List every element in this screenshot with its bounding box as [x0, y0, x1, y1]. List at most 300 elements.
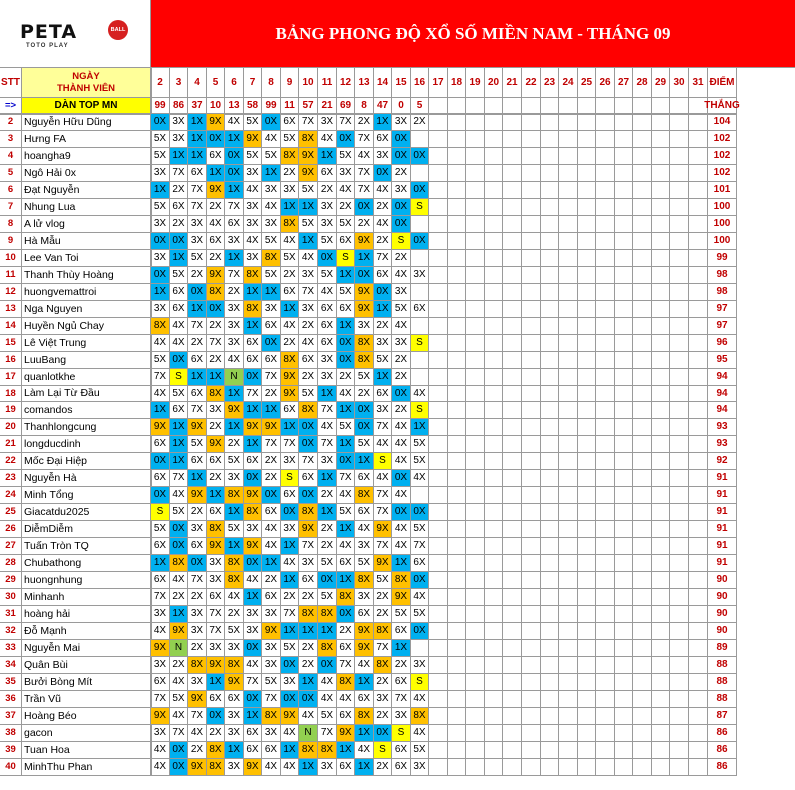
- day-header: 22: [522, 68, 541, 98]
- day-result-cell: 0X: [337, 335, 355, 352]
- day-result-cell: [615, 589, 633, 606]
- day-result-cell: [633, 725, 652, 742]
- day-result-cell: 1X: [262, 165, 281, 182]
- day-result-cell: [485, 657, 503, 674]
- day-result-cell: 9X: [151, 640, 170, 657]
- day-result-cell: [503, 504, 522, 521]
- day-result-cell: 3X: [225, 640, 244, 657]
- day-result-cell: [485, 436, 503, 453]
- day-result-cell: [559, 131, 578, 148]
- member-name: Tuấn Tròn TQ: [22, 538, 151, 555]
- day-result-cell: [615, 386, 633, 402]
- day-header: 24: [559, 68, 578, 98]
- day-result-cell: [466, 742, 485, 759]
- day-result-cell: 3X: [262, 640, 281, 657]
- day-result-cell: 7X: [244, 674, 262, 691]
- day-result-cell: [522, 674, 541, 691]
- top-value: 13: [225, 98, 244, 114]
- day-result-cell: [578, 453, 596, 470]
- day-result-cell: 1X: [207, 165, 225, 182]
- member-name: Ngô Hải 0x: [22, 165, 151, 182]
- day-result-cell: 7X: [411, 538, 429, 555]
- day-result-cell: 5X: [411, 453, 429, 470]
- day-result-cell: [522, 386, 541, 402]
- day-result-cell: [615, 674, 633, 691]
- day-result-cell: 3X: [225, 470, 244, 487]
- day-result-cell: [596, 657, 615, 674]
- day-result-cell: 3X: [411, 759, 429, 776]
- day-result-cell: [503, 250, 522, 267]
- day-result-cell: 0X: [299, 419, 318, 436]
- day-header: 28: [633, 68, 652, 98]
- day-result-cell: 7X: [299, 453, 318, 470]
- day-result-cell: 0X: [392, 386, 411, 402]
- day-result-cell: [503, 114, 522, 131]
- top-value: 10: [207, 98, 225, 114]
- day-result-cell: 3X: [151, 657, 170, 674]
- day-result-cell: 7X: [318, 436, 337, 453]
- day-result-cell: 2X: [299, 589, 318, 606]
- day-result-cell: 4X: [318, 131, 337, 148]
- day-result-cell: [485, 402, 503, 419]
- day-result-cell: 6X: [262, 318, 281, 335]
- member-name: MinhThu Phan: [22, 759, 151, 776]
- day-result-cell: [596, 284, 615, 301]
- day-result-cell: 5X: [411, 436, 429, 453]
- day-result-cell: [670, 708, 689, 725]
- row-stt: 16: [0, 352, 22, 369]
- day-result-cell: 2X: [392, 250, 411, 267]
- day-result-cell: 0X: [262, 487, 281, 504]
- day-result-cell: [596, 674, 615, 691]
- day-result-cell: 1X: [188, 114, 207, 131]
- day-header: 16: [411, 68, 429, 98]
- top-value: [522, 98, 541, 114]
- day-result-cell: [541, 199, 559, 216]
- member-name: Nguyễn Hà: [22, 470, 151, 487]
- day-result-cell: [466, 572, 485, 589]
- day-result-cell: [522, 352, 541, 369]
- member-name: Minhanh: [22, 589, 151, 606]
- day-result-cell: 1X: [170, 148, 188, 165]
- day-result-cell: 9X: [225, 674, 244, 691]
- day-result-cell: 6X: [188, 352, 207, 369]
- day-result-cell: [559, 725, 578, 742]
- day-result-cell: 6X: [355, 504, 374, 521]
- day-result-cell: [615, 182, 633, 199]
- day-result-cell: [503, 199, 522, 216]
- day-result-cell: [615, 572, 633, 589]
- day-result-cell: [596, 335, 615, 352]
- day-result-cell: [541, 284, 559, 301]
- day-result-cell: 1X: [262, 555, 281, 572]
- day-result-cell: 5X: [392, 606, 411, 623]
- day-result-cell: [503, 419, 522, 436]
- day-header: 20: [485, 68, 503, 98]
- day-result-cell: [596, 487, 615, 504]
- day-result-cell: 7X: [355, 182, 374, 199]
- day-result-cell: 2X: [374, 199, 392, 216]
- day-result-cell: [411, 352, 429, 369]
- day-result-cell: [652, 640, 670, 657]
- day-result-cell: [652, 725, 670, 742]
- day-result-cell: [485, 606, 503, 623]
- day-result-cell: [503, 352, 522, 369]
- row-stt: 12: [0, 284, 22, 301]
- day-result-cell: [596, 470, 615, 487]
- day-result-cell: 0X: [318, 657, 337, 674]
- day-result-cell: [633, 318, 652, 335]
- day-result-cell: [578, 335, 596, 352]
- day-result-cell: 8X: [337, 674, 355, 691]
- member-score: 94: [708, 369, 737, 386]
- day-result-cell: [596, 538, 615, 555]
- day-result-cell: 0X: [207, 708, 225, 725]
- row-stt: 34: [0, 657, 22, 674]
- day-result-cell: 4X: [225, 352, 244, 369]
- day-result-cell: [578, 386, 596, 402]
- day-result-cell: 3X: [374, 402, 392, 419]
- top-value: 8: [355, 98, 374, 114]
- day-result-cell: 0X: [207, 131, 225, 148]
- day-result-cell: [448, 199, 466, 216]
- day-result-cell: [485, 759, 503, 776]
- day-result-cell: [466, 182, 485, 199]
- day-result-cell: [689, 352, 708, 369]
- day-result-cell: 1X: [225, 182, 244, 199]
- day-result-cell: [652, 148, 670, 165]
- day-result-cell: 8X: [318, 606, 337, 623]
- day-result-cell: 4X: [188, 725, 207, 742]
- day-result-cell: 4X: [151, 386, 170, 402]
- day-result-cell: 7X: [244, 386, 262, 402]
- day-result-cell: [670, 504, 689, 521]
- member-score: 102: [708, 165, 737, 182]
- day-result-cell: 8X: [244, 301, 262, 318]
- member-name: Hưng FA: [22, 131, 151, 148]
- day-result-cell: 3X: [281, 453, 299, 470]
- day-result-cell: 6X: [188, 538, 207, 555]
- day-result-cell: 3X: [392, 114, 411, 131]
- day-result-cell: 4X: [337, 538, 355, 555]
- day-result-cell: [633, 640, 652, 657]
- day-result-cell: [578, 369, 596, 386]
- day-result-cell: 5X: [355, 436, 374, 453]
- day-result-cell: 6X: [170, 284, 188, 301]
- day-result-cell: [466, 640, 485, 657]
- day-result-cell: 2X: [188, 742, 207, 759]
- day-result-cell: 1X: [262, 284, 281, 301]
- day-result-cell: [578, 487, 596, 504]
- day-result-cell: 4X: [355, 657, 374, 674]
- day-result-cell: 9X: [207, 182, 225, 199]
- day-result-cell: [670, 335, 689, 352]
- day-result-cell: [466, 470, 485, 487]
- day-result-cell: 2X: [374, 606, 392, 623]
- day-result-cell: 9X: [188, 691, 207, 708]
- day-result-cell: [522, 589, 541, 606]
- day-result-cell: 0X: [392, 216, 411, 233]
- day-result-cell: [485, 691, 503, 708]
- day-result-cell: 6X: [262, 352, 281, 369]
- day-result-cell: [559, 674, 578, 691]
- day-result-cell: [448, 572, 466, 589]
- day-result-cell: 6X: [318, 165, 337, 182]
- day-result-cell: 6X: [374, 386, 392, 402]
- day-result-cell: 5X: [151, 131, 170, 148]
- day-result-cell: [689, 640, 708, 657]
- day-result-cell: 8X: [151, 318, 170, 335]
- top-value: 86: [170, 98, 188, 114]
- day-result-cell: [541, 725, 559, 742]
- day-result-cell: 9X: [374, 521, 392, 538]
- day-result-cell: [633, 657, 652, 674]
- day-result-cell: 4X: [281, 759, 299, 776]
- day-result-cell: 5X: [151, 148, 170, 165]
- day-result-cell: 0X: [244, 555, 262, 572]
- day-result-cell: 2X: [337, 369, 355, 386]
- day-result-cell: 1X: [207, 487, 225, 504]
- day-result-cell: [466, 216, 485, 233]
- day-result-cell: 4X: [392, 487, 411, 504]
- day-result-cell: [596, 148, 615, 165]
- day-result-cell: 1X: [151, 182, 170, 199]
- day-result-cell: 7X: [355, 165, 374, 182]
- day-result-cell: [689, 165, 708, 182]
- day-result-cell: 5X: [411, 606, 429, 623]
- day-result-cell: [578, 216, 596, 233]
- day-result-cell: [596, 352, 615, 369]
- day-result-cell: [596, 759, 615, 776]
- day-result-cell: [485, 521, 503, 538]
- day-result-cell: 0X: [318, 572, 337, 589]
- day-result-cell: 3X: [170, 114, 188, 131]
- day-result-cell: 6X: [170, 402, 188, 419]
- member-name: huongvemattroi: [22, 284, 151, 301]
- day-result-cell: 6X: [337, 759, 355, 776]
- day-result-cell: [429, 267, 448, 284]
- row-stt: 11: [0, 267, 22, 284]
- day-result-cell: 3X: [188, 674, 207, 691]
- day-result-cell: [670, 691, 689, 708]
- member-name: huongnhung: [22, 572, 151, 589]
- day-result-cell: [429, 250, 448, 267]
- day-result-cell: 5X: [225, 623, 244, 640]
- day-result-cell: [615, 131, 633, 148]
- member-score: 97: [708, 318, 737, 335]
- day-result-cell: [466, 386, 485, 402]
- day-result-cell: [448, 369, 466, 386]
- day-result-cell: 1X: [337, 318, 355, 335]
- day-result-cell: 2X: [281, 335, 299, 352]
- day-result-cell: 9X: [355, 233, 374, 250]
- day-result-cell: [522, 555, 541, 572]
- member-score: 100: [708, 233, 737, 250]
- day-result-cell: 6X: [262, 742, 281, 759]
- day-result-cell: 7X: [299, 284, 318, 301]
- member-score: 90: [708, 606, 737, 623]
- day-result-cell: 3X: [318, 369, 337, 386]
- day-result-cell: [411, 318, 429, 335]
- day-result-cell: 9X: [281, 708, 299, 725]
- day-result-cell: 4X: [244, 182, 262, 199]
- day-result-cell: 5X: [262, 267, 281, 284]
- day-result-cell: 0X: [392, 504, 411, 521]
- day-result-cell: 9X: [355, 623, 374, 640]
- day-result-cell: 7X: [262, 436, 281, 453]
- day-result-cell: [670, 233, 689, 250]
- member-name: Đỗ Mạnh: [22, 623, 151, 640]
- day-result-cell: [652, 419, 670, 436]
- member-score: 93: [708, 419, 737, 436]
- day-result-cell: [466, 114, 485, 131]
- day-result-cell: [615, 267, 633, 284]
- day-result-cell: 4X: [299, 708, 318, 725]
- day-result-cell: [466, 284, 485, 301]
- day-result-cell: [429, 674, 448, 691]
- day-result-cell: [466, 538, 485, 555]
- day-result-cell: [689, 572, 708, 589]
- day-result-cell: 6X: [337, 301, 355, 318]
- day-result-cell: 2X: [355, 114, 374, 131]
- day-result-cell: 4X: [170, 318, 188, 335]
- day-result-cell: [541, 436, 559, 453]
- day-result-cell: [485, 369, 503, 386]
- day-result-cell: 8X: [411, 708, 429, 725]
- day-result-cell: S: [374, 453, 392, 470]
- day-result-cell: 0X: [355, 419, 374, 436]
- day-result-cell: [448, 640, 466, 657]
- day-result-cell: 3X: [411, 657, 429, 674]
- top-value: [652, 98, 670, 114]
- day-result-cell: [670, 402, 689, 419]
- day-result-cell: [466, 131, 485, 148]
- day-result-cell: [522, 369, 541, 386]
- day-result-cell: 5X: [170, 267, 188, 284]
- member-score: 100: [708, 199, 737, 216]
- day-result-cell: 3X: [151, 216, 170, 233]
- day-result-cell: [503, 182, 522, 199]
- day-result-cell: [689, 657, 708, 674]
- day-result-cell: [448, 267, 466, 284]
- day-result-cell: 3X: [318, 453, 337, 470]
- day-result-cell: 0X: [207, 301, 225, 318]
- day-result-cell: [522, 301, 541, 318]
- day-result-cell: [578, 131, 596, 148]
- day-result-cell: 1X: [299, 233, 318, 250]
- day-result-cell: [541, 674, 559, 691]
- member-name: Hoàng Béo: [22, 708, 151, 725]
- day-result-cell: 6X: [411, 555, 429, 572]
- day-result-cell: 6X: [392, 674, 411, 691]
- day-result-cell: 1X: [355, 725, 374, 742]
- day-result-cell: 6X: [411, 301, 429, 318]
- day-result-cell: [596, 369, 615, 386]
- day-result-cell: 0X: [337, 352, 355, 369]
- top-value: 37: [188, 98, 207, 114]
- day-result-cell: 4X: [281, 233, 299, 250]
- day-result-cell: [596, 555, 615, 572]
- day-result-cell: 3X: [188, 521, 207, 538]
- day-result-cell: 1X: [281, 419, 299, 436]
- day-result-cell: 9X: [188, 419, 207, 436]
- day-result-cell: 5X: [262, 674, 281, 691]
- header-stt: STT: [0, 68, 22, 98]
- day-result-cell: 1X: [244, 436, 262, 453]
- day-result-cell: 6X: [299, 470, 318, 487]
- day-result-cell: 4X: [299, 335, 318, 352]
- day-result-cell: [596, 386, 615, 402]
- day-result-cell: [670, 538, 689, 555]
- day-result-cell: [633, 165, 652, 182]
- day-result-cell: [670, 674, 689, 691]
- day-result-cell: 2X: [281, 267, 299, 284]
- day-result-cell: 5X: [262, 148, 281, 165]
- day-result-cell: 9X: [262, 419, 281, 436]
- day-result-cell: [670, 284, 689, 301]
- day-result-cell: [485, 453, 503, 470]
- day-result-cell: [633, 538, 652, 555]
- day-header: 26: [596, 68, 615, 98]
- day-result-cell: 9X: [355, 640, 374, 657]
- day-result-cell: 1X: [374, 369, 392, 386]
- member-score: 86: [708, 759, 737, 776]
- day-result-cell: [652, 555, 670, 572]
- day-result-cell: 3X: [318, 114, 337, 131]
- day-result-cell: [448, 182, 466, 199]
- day-result-cell: 6X: [207, 233, 225, 250]
- day-result-cell: [615, 521, 633, 538]
- member-name: Nga Nguyen: [22, 301, 151, 318]
- day-result-cell: 4X: [374, 470, 392, 487]
- day-result-cell: 2X: [225, 284, 244, 301]
- day-result-cell: 1X: [262, 402, 281, 419]
- day-result-cell: 3X: [151, 725, 170, 742]
- day-result-cell: 1X: [299, 759, 318, 776]
- day-result-cell: 1X: [281, 301, 299, 318]
- day-result-cell: [578, 589, 596, 606]
- day-result-cell: [670, 114, 689, 131]
- day-result-cell: [670, 725, 689, 742]
- day-result-cell: 7X: [262, 691, 281, 708]
- day-result-cell: 1X: [392, 640, 411, 657]
- day-result-cell: 2X: [170, 657, 188, 674]
- day-result-cell: 9X: [244, 131, 262, 148]
- day-result-cell: 2X: [170, 216, 188, 233]
- day-result-cell: 9X: [262, 623, 281, 640]
- day-result-cell: [670, 657, 689, 674]
- day-result-cell: [429, 436, 448, 453]
- day-result-cell: [429, 521, 448, 538]
- day-result-cell: [578, 538, 596, 555]
- day-result-cell: [485, 386, 503, 402]
- header-score: ĐIỂM: [708, 68, 737, 98]
- day-result-cell: 1X: [374, 301, 392, 318]
- day-result-cell: [578, 114, 596, 131]
- day-result-cell: [596, 742, 615, 759]
- day-result-cell: [578, 436, 596, 453]
- day-result-cell: 3X: [262, 725, 281, 742]
- day-result-cell: 3X: [244, 199, 262, 216]
- row-stt: 32: [0, 623, 22, 640]
- day-result-cell: 2X: [337, 623, 355, 640]
- day-result-cell: [448, 335, 466, 352]
- top-value: [670, 98, 689, 114]
- day-result-cell: [578, 708, 596, 725]
- day-result-cell: [652, 623, 670, 640]
- day-result-cell: [485, 284, 503, 301]
- day-result-cell: 1X: [299, 674, 318, 691]
